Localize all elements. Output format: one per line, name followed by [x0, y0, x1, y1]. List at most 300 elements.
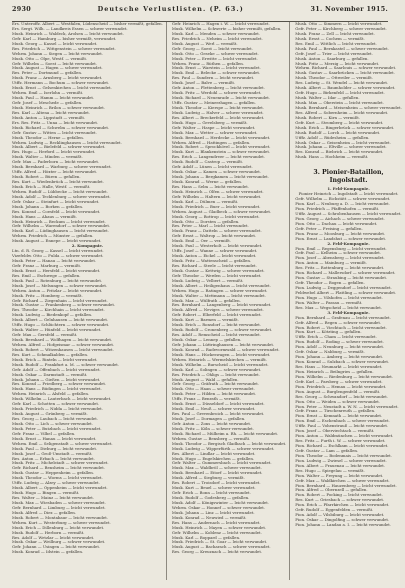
list-item: Musk. Johann — Borken — gefallen.: [12, 203, 84, 209]
list-item: Pion. Robert — Viechtach — leicht verwundet.: [295, 324, 387, 330]
list-item: Musk. Oskar — Darmstadt — vermißt.: [12, 371, 88, 377]
list-item: Gefr. Alfred — Regen — schwer verwundet.: [295, 319, 382, 325]
list-item: Utffz. Ludwig — Alzey — schwer verwundet.: [12, 480, 100, 486]
list-item: Musk. Gustav — Heppenheim — gefallen.: [12, 470, 95, 476]
list-item: Musk. Emil — Belecke — schwer verwundet.: [171, 70, 261, 76]
section-heading: 3. Pionier-Bataillon, Ingolstadt.: [313, 169, 384, 185]
list-item: Res. Hugo — Spiegelau — vermißt.: [295, 467, 365, 473]
list-item: Musk. Otto — Lich — schwer verwundet.: [12, 420, 93, 426]
list-item: Utffz. Hugo — Schlüchtern — schwer verwundet.: [12, 322, 110, 328]
list-item: Musk. Walter — Idar — gefallen.: [295, 95, 360, 101]
list-item: Musk. Walter — Minden — vermißt.: [12, 154, 83, 160]
list-item: Res. Erich — Langendreer — leicht verwundet.: [171, 154, 266, 160]
list-item: Res. Kurt — Griesbach — schwer verwundet.: [295, 497, 385, 503]
list-item: Musk. Wilhelm — Burscheid — leicht verwundet.: [171, 361, 269, 367]
list-item: Gefr. Ernst — Waltrop — leicht verwundet.: [171, 233, 257, 239]
list-item: Pion. Erich — Pfarrkirchen — leicht verwundet.: [295, 502, 390, 508]
list-item: Utffz. Erich — Cham — leicht verwundet.: [295, 334, 377, 340]
list-item: Musk. Johann — Linz — leicht verwundet.: [171, 509, 255, 515]
list-item: Gefr. Franz — Tirschenreuth — gefallen.: [295, 408, 376, 414]
list-item: Gefr. Wilhelm — Soest — leicht verwundet.: [12, 60, 98, 66]
list-item: Musk. Adolf — Tecklenburg — schwer verwundet.: [12, 193, 111, 199]
list-item: Pion. Theodor — Bodenmais — leicht verwundet.: [295, 452, 392, 458]
list-item: Musk. Rudolf — Castrop — vermißt.: [171, 159, 244, 165]
list-item: Musk. Karl — Boppard — gefallen.: [171, 534, 241, 540]
list-item: Res. Konrad — Biebrich — leicht verwundet.: [295, 149, 384, 155]
list-item: Res. Ludwig — St. Wendel — leicht verwundet.: [295, 80, 389, 86]
list-item: Utffz. Alfred — Höxter — leicht verwundet.: [12, 169, 98, 175]
subsection-heading: 2. Feld-Kompagnie.: [327, 240, 370, 246]
list-item: Musk. Peter — Erwitte — leicht verwundet.: [171, 55, 258, 61]
list-item: Feldwebel Albert — Plattling — schwer verwundet.: [295, 289, 397, 295]
list-item: Musk. Ludwig — Wipperfürth — schwer verwundet.: [171, 445, 275, 451]
list-item: Res. Albert — Breckerfeld — leicht verwundet.: [171, 114, 265, 120]
list-item: Musk. Anton — Eickel — leicht verwundet.: [171, 253, 257, 259]
list-item: Musk. Heinrich — Mayen — schwer verwundet.: [171, 524, 267, 530]
list-item: Ers. Res. Fritz — Unna — leicht verwundet.: [12, 119, 99, 125]
list-item: Gefr. Karl — Parsberg — schwer verwundet.: [295, 378, 383, 384]
page-number: 2930: [12, 5, 31, 13]
list-item: Wehrm. Heinrich — Alsfeld — gefallen.: [12, 391, 90, 397]
publication-name: Deutsche Verlustlisten.: [97, 5, 207, 13]
list-item: Musk. Otto — Olpe, Westf. — vermißt.: [12, 55, 88, 61]
list-item: Wehrm. August — Gladbeck — schwer verwundet.: [171, 208, 272, 214]
list-item: Gefr. Paul — Kelheim — schwer verwundet.: [295, 250, 382, 256]
list-item: Utffz. Paul — Vohenstrauß — leicht verwundet.: [295, 423, 389, 429]
list-item: Gefr. Wilhelm — Eichstätt — schwer verwundet.: [295, 196, 391, 202]
list-item: Res. Emil — Eschwege — gefallen.: [12, 272, 81, 278]
list-item: Musk. Theodor — Worms — leicht verwundet.: [12, 475, 103, 481]
list-item: Pion. Bernhard — Hauzenberg — leicht verwundet.: [295, 482, 397, 488]
list-item: Res. Kurt — Wiedenbrück — leicht verwundet.: [12, 179, 104, 184]
list-item: Pion. Anton — Mainburg — vermißt.: [295, 260, 368, 266]
list-item: Pion. Albert — Frauenau — leicht verwundet.: [295, 462, 386, 468]
list-item: Gefr. Walter — Haspe — leicht verwundet.: [171, 124, 256, 130]
list-item: Musk. Richard — Neuenrade — leicht verwundet.: [171, 95, 271, 101]
list-item: Musk. Karl — Lüdinghausen — leicht verwundet.: [12, 228, 109, 234]
list-item: Musk. Kurt — Barmen — vermißt.: [171, 317, 239, 323]
list-item: Wehrm. Alfred — Hattingen — gefallen.: [171, 139, 251, 145]
list-item: Gefr. Karl — Hamburg — bisher vermißt, verwundet.: [12, 35, 117, 41]
list-item: Musk. Rudolf — Lorch — leicht verwundet.: [295, 129, 381, 135]
list-item: Pion. Alfred — Obernzell — gefallen.: [295, 487, 368, 493]
list-item: Pion. Ernst — Kemnath — leicht verwundet.: [295, 413, 383, 419]
list-item: Wehrm. Johann — Siegen — leicht verwundet.: [12, 50, 104, 56]
list-item: Musk. Franz — Arnsberg — leicht verwundet.: [12, 75, 103, 81]
list-item: Wehrm. Hugo — Ratingen — schwer verwundet.: [171, 287, 268, 293]
list-item: Gefr. Max — Paderborn — leicht verwundet.: [12, 159, 100, 165]
list-item: Musk. Paul — Bernkastel — schwer verwundet.: [295, 45, 389, 51]
list-item: Pion. Peter — Neustadt a. W. N. — leicht verwundet.: [295, 403, 399, 409]
list-item: Musk. Paul — Westerholt — leicht verwundet.: [171, 243, 263, 249]
list-item: Musk. Rudolf — Godesberg — gefallen.: [171, 495, 250, 500]
list-item: Res. Georg — Schwandorf — leicht verwundet.: [295, 393, 389, 399]
list-item: Res. Hans — Selm — leicht verwundet.: [171, 183, 250, 189]
list-item: Pion. Konrad — Sulzbach — schwer verwundet.: [295, 359, 390, 365]
list-item: Musk. Robert — Kirn — vermißt.: [295, 114, 361, 120]
list-item: Musk. Kurt — Beuel — schwer verwundet.: [171, 485, 256, 491]
list-item: Musk. Ernst — Warstein — leicht verwundet.: [171, 65, 261, 71]
list-item: Gefr. Peter — Freising — gefallen.: [295, 225, 363, 231]
list-item: Res. Konrad — Coesfeld — leicht verwundet.: [12, 208, 101, 214]
list-item: Musk. Otto — Simmern — leicht verwundet.: [295, 21, 383, 26]
list-item: Musk. Georg — Bottrop — leicht verwundet.: [171, 213, 260, 219]
list-item: Gefr. Josef — Trier — leicht verwundet.: [295, 50, 373, 56]
list-item: Pion. Richard — Eschlkam — leicht verwundet.: [295, 443, 389, 448]
list-item: Res. Anton — Erbach — leicht verwundet.: [12, 455, 95, 461]
list-item: Wehrm. Rudolf — Lübbecke — leicht verwundet.: [12, 188, 108, 194]
list-item: Musk. Konrad — Neuwied — vermißt.: [171, 514, 247, 520]
list-item: Res. Adolf — Wetzlar — leicht verwundet.: [12, 534, 95, 540]
list-item: Pion. Otto — Weiden — schwer verwundet.: [295, 398, 381, 404]
list-item: Pion. Georg — Aichach — schwer verwundet.: [295, 215, 385, 221]
list-item: Musk. Erich — Ronsdorf — leicht verwundet.: [171, 322, 262, 328]
list-item: Musk. Hugo — Bingen — vermißt.: [12, 490, 80, 496]
list-item: Musk. Ludwig — Halver — schwer verwundet.: [171, 109, 264, 115]
list-item: Utffz. Franz — Benrath — vermißt.: [171, 396, 241, 402]
list-item: Utffz. Hermann — Bochum — schwer verwundet.: [12, 80, 110, 86]
list-item: Res. Karl — Altena — leicht verwundet.: [12, 109, 91, 115]
list-item: Pion. Emil — Eschenbach — schwer verwundet.: [295, 418, 390, 424]
list-item: Utffz. Gustav — Meinerzhagen — gefallen.: [171, 100, 256, 105]
list-item: Res. Georg — Kreuznach — leicht verwundet.: [171, 549, 263, 555]
list-item: Gefr. Georg — Gräfrath — leicht verwundet.: [171, 381, 260, 387]
list-item: Musk. Fritz — Köln — schwer verwundet.: [171, 425, 254, 431]
list-item: Musk. Friedrich — Nidda — leicht verwundet.: [12, 406, 103, 412]
list-item: Res. Walter — Mainz — leicht verwundet.: [12, 495, 95, 500]
list-item: Musk. Josef — Balve — vermißt.: [171, 80, 236, 86]
list-item: Res. Albert — Lindlar — leicht verwundet.: [171, 450, 256, 456]
list-item: Ers. Sergt. Wilh. — Landkreis Essen — schwer verwundet.: [12, 25, 128, 31]
list-item: Res. Hans — Andernach — leicht verwundet.: [171, 519, 261, 525]
list-item: Musk. Max — Wiesbaden — schwer verwundet.: [12, 499, 106, 505]
list-item: Res. Max — Wegscheid — leicht verwundet.: [295, 304, 382, 310]
list-item: Musk. Max — Waldbröl — schwer verwundet.: [171, 465, 262, 471]
list-item: Musk. Bernhard — Wolfhagen — leicht verwundet.: [12, 337, 113, 342]
list-item: Pion. Johann — Landau a. I. — leicht verwundet.: [295, 522, 392, 527]
list-item: Pion. Walter — Freyung — leicht verwundet.: [295, 472, 384, 478]
list-item: Res. Bernhard — Langenberg — leicht verwundet.: [171, 302, 272, 308]
list-item: Vizefeldw. Otto — Fulda — schwer verwundet.: [12, 253, 104, 259]
list-item: Musk. Johann — Bergkamen — leicht verwundet.: [171, 174, 269, 180]
list-item: Res. Friedrich — Neheim — leicht verwundet.: [171, 35, 263, 41]
list-item: Gefr. Max — Gersfeld — vermißt.: [12, 332, 78, 338]
list-item: Musk. Heinrich — Beckum — leicht verwundet.: [12, 218, 106, 224]
list-item: Musk. Konrad — Idstein — gefallen.: [12, 549, 84, 555]
list-item: Wehrm. Heinrich — Wermelskirchen — vermißt.: [171, 356, 268, 362]
list-item: Musk. Hugo — Gevelsberg — vermißt.: [171, 119, 248, 125]
list-item: Musk. Karl — Solingen — schwer verwundet.: [171, 366, 262, 372]
list-item: Pion. Adolf — Vilsbiburg — leicht verwundet.: [295, 512, 385, 518]
list-item: Pion. Friedrich — Hemau — leicht verwundet.: [295, 383, 387, 389]
list-item: Gefr. Josef — Meschede — gefallen.: [12, 100, 83, 105]
list-item: Musk. Bernhard — Meisenheim — schwer verwundet.: [295, 104, 402, 110]
list-item: Res. Kurt — Schmalkalden — gefallen.: [12, 351, 89, 357]
list-item: Ers. Unteroffz. Albert — Westfalen, Lüdenscheid — bisher vermißt, gefallen.: [12, 21, 163, 26]
page-header: [12, 5, 388, 22]
list-item: Pion. Robert — Pocking — leicht verwundet.: [295, 492, 383, 498]
list-item: Musk. Ernst — Hersfeld — leicht verwundet.: [12, 267, 101, 273]
list-item: Pion. Hugo — Vilshofen — leicht verwundet.: [295, 294, 383, 300]
list-item: Res. Friedrich — Ohligs — leicht verwundet.: [171, 371, 260, 377]
list-item: Wehrm. Gustav — Bensberg — vermißt.: [171, 435, 251, 441]
list-item: Gefr. Bernhard — Limburg — leicht verwundet.: [12, 504, 106, 510]
list-item: Musk. Otto — Dorsten — gefallen.: [171, 218, 240, 224]
list-item: Gefr. Anton — Plettenberg — leicht verwundet.: [171, 85, 265, 91]
list-item: Res. Richard — Steele — leicht verwundet.: [171, 262, 257, 268]
list-item: Musk. Franz — Zell — leicht verwundet.: [295, 30, 375, 36]
list-item: Musk. Richard — Schwelm — schwer verwundet.: [12, 124, 110, 130]
list-item: Musk. Anton — Saarburg — gefallen.: [295, 55, 369, 61]
list-item: Musk. Peter — Butzbach — leicht verwundet.: [12, 425, 102, 431]
list-item: Utffz. Josef — Wanne — schwer verwundet.: [171, 248, 258, 254]
list-item: Pion. Oskar — Dingolfing — schwer verwundet.: [295, 517, 390, 523]
list-item: Musk. Erich — Dillenburg — leicht verwundet.: [12, 524, 105, 530]
list-item: Gefr. Georg — Soest — leicht verwundet.: [171, 45, 253, 51]
list-item: Gefr. Gustav — Lam — gefallen.: [295, 447, 359, 453]
publication-title: [98, 5, 244, 13]
list-item: Musk. Josef — Groß-Umstadt — vermißt.: [12, 450, 93, 456]
list-item: Gefr. Anton — Zons — leicht verwundet.: [171, 420, 252, 426]
list-item: Gefr. Peter — Kirchberg — schwer verwundet.: [295, 25, 387, 31]
list-item: Musk. Hans — Hochheim — vermißt.: [295, 154, 369, 160]
list-item: Musk. Albert — Heiligenhaus — leicht verwundet.: [171, 282, 271, 288]
list-item: Musk. Heinrich — Waldeck, Arolsen — leicht verwundet.: [12, 30, 124, 36]
list-item: Musk. Oskar — Lennep — gefallen.: [171, 337, 242, 342]
list-item: Gefr. Max — Waldkirchen — schwer verwundet.: [295, 477, 390, 483]
list-item: Musk. Max — Oberstein — leicht verwundet.: [295, 100, 384, 105]
list-item: Gefr. Johann — Usingen — leicht verwundet.: [12, 544, 101, 550]
text-column-3: [295, 22, 405, 580]
list-item: Pion. Karl — Neuburg a. D. — leicht verwundet.: [295, 201, 390, 207]
list-item: Musk. Hans — Büdingen — leicht verwundet.: [12, 386, 102, 392]
list-item: Res. Konrad — Friedberg — schwer verwundet.: [12, 381, 107, 387]
list-item: Gefr. Robert — Elberfeld — leicht verwundet.: [171, 312, 262, 318]
list-item: Musk. Max — Wülfrath — gefallen.: [171, 297, 241, 303]
list-item: Musk. Otto — Haan — schwer verwundet.: [171, 386, 255, 392]
text-column-2: [172, 22, 290, 580]
list-item: Res. Fritz — Furth i. W. — schwer verwundet.: [295, 438, 386, 444]
list-item: Musk. Konrad — Werne — gefallen.: [171, 179, 243, 184]
list-item: Musk. Emil — Neuß — schwer verwundet.: [171, 406, 256, 412]
list-item: Pion. Gustav — Straubing — leicht verwundet.: [295, 275, 388, 281]
list-item: Musk. Rudolf — Cronenberg — schwer verwundet.: [171, 327, 273, 333]
list-item: Musk. Fritz — Merzig — leicht verwundet.: [295, 60, 380, 66]
list-item: Gefr. Johann — Lüttringhausen — leicht verwundet.: [171, 341, 275, 347]
list-item: Musk. Peter — Hilden — leicht verwundet.: [171, 391, 257, 397]
list-item: Pion. Walter — Passau — vermißt.: [295, 299, 363, 305]
list-item: Pion. Heinrich — Beilngries — gefallen.: [295, 368, 374, 374]
list-item: Musk. Paul — Hamm — leicht verwundet.: [12, 95, 95, 101]
list-item: Musk. August — Werl — vermißt.: [171, 40, 238, 46]
list-item: Pion. Adolf — Neunburg — leicht verwundet.: [295, 344, 385, 350]
list-item: Musk. Bernhard — Warburg — schwer verwundet.: [12, 164, 112, 170]
list-item: Res. Paul — Sundern — leicht verwundet.: [171, 75, 255, 81]
list-item: Wehrm. Richard — Saarlouis — schwer verwundet.: [295, 65, 397, 71]
list-item: Musk. Heinrich — Olfen — schwer verwundet.: [171, 188, 264, 194]
list-item: Musk. August — Hagen — schwer verwundet.: [12, 65, 103, 71]
list-item: Res. Fritz — Rottenburg — leicht verwundet.: [295, 265, 385, 271]
list-item: Pion. Anton — Waldmünchen — leicht verwundet.: [295, 433, 394, 439]
list-item: Wehrm. Kurt — Westerburg — schwer verwundet.: [12, 519, 111, 525]
list-item: Gefr. Hugo — Birkenfeld — leicht verwundet.: [295, 90, 385, 96]
list-item: Musk. Josef — Dormagen — gefallen.: [171, 416, 246, 421]
list-item: Gefr. Franz — Marburg — vermißt.: [12, 262, 82, 268]
list-item: Gefr. Heinrich — Hagen i. W. — leicht verwundet.: [171, 21, 270, 26]
list-item: Musk. Josef — Melsungen — schwer verwundet.: [12, 282, 108, 288]
text-column-1: [12, 22, 167, 580]
list-item: Musk. Oskar — Weilburg — schwer verwundet.: [12, 539, 106, 545]
list-item: Ltn. d. R. Georg — Kassel — leicht verwundet.: [12, 248, 104, 254]
list-item: Musk. Alfred — Siegburg — vermißt.: [171, 475, 245, 481]
list-item: Musk. Bernhard — Herdecke — leicht verwundet.: [171, 134, 271, 140]
issue-date: 31. November 1915.: [310, 5, 388, 13]
list-item: Musk. Fritz — Michelstadt — schwer verwundet.: [12, 460, 109, 466]
list-item: Pion. Bernhard — Grafenau — leicht verwundet.: [295, 314, 391, 320]
list-item: Res. Theodor — Kirchhain — leicht verwundet.: [12, 307, 105, 313]
list-item: Musk. Franz — Datteln — schwer verwundet.: [171, 228, 262, 234]
list-item: Pion. August — Burglengenfeld — vermißt.: [295, 388, 381, 394]
list-item: Pion. Rudolf — Roding — schwer verwundet.: [295, 339, 384, 345]
list-item: Musk. Theodor — Bergisch Gladbach — leicht verwundet.: [171, 440, 287, 446]
edition-number: (P. 63.): [209, 5, 244, 13]
list-item: Musk. Albert — Baumholder — schwer verwundet.: [295, 85, 396, 91]
list-item: Gefr. Karl — Schotten — schwer verwundet.: [12, 401, 100, 407]
list-item: Musk. Albert — Gelnhausen — leicht verwundet.: [12, 317, 109, 323]
list-item: Gefr. Rudolf — Eggenfelden — vermißt.: [295, 507, 374, 513]
list-item: Res. Peter — Dortmund — gefallen.: [12, 70, 83, 76]
list-item: Wehrm. Anton — Fritzlar — leicht verwundet.: [12, 287, 103, 293]
list-item: Res. Alfred — Sobernheim — leicht verwundet.: [295, 109, 389, 115]
list-item: Musk. Robert — Montabaur — leicht verwundet.: [12, 514, 108, 520]
list-item: Res. Paul — Grevenbroich — leicht verwundet.: [171, 411, 265, 417]
list-item: Pion. Otto — Dachau — leicht verwundet.: [295, 220, 378, 226]
list-item: Musk. Theodor — Kierspe — leicht verwundet.: [171, 104, 265, 110]
list-item: Musk. Erich — Halle, Westf. — vermißt.: [12, 183, 91, 189]
list-item: Musk. Paul — Rotenburg — leicht verwundet.: [12, 277, 103, 283]
text-columns: [12, 21, 402, 580]
list-item: Res. Hans — Neumarkt — leicht verwundet.: [295, 364, 383, 369]
list-item: Gefr. Richard — Ziegenhain — leicht verwundet.: [12, 297, 108, 303]
list-item: Musk. Ernst — Gelsenkirchen — leicht verwundet.: [12, 85, 112, 91]
list-item: Musk. Adolf — Königswinter — leicht verwundet.: [171, 499, 270, 505]
list-item: Musk. Albert — Oppenheim — leicht verwundet.: [12, 485, 108, 491]
list-item: Musk. Robert — Witzenhausen — leicht verwundet.: [12, 346, 114, 352]
list-item: Musk. Richard — Mülheim a. Rh. — leicht verwundet.: [171, 430, 279, 436]
list-item: Gefr. Theodor — Bogen — gefallen.: [295, 280, 365, 286]
list-item: Musk. August — Ennepe — leicht verwundet.: [12, 238, 102, 244]
list-item: Musk. Gustav — Kettwig — schwer verwundet.: [171, 267, 265, 273]
list-item: Musk. August — Bacharach — schwer verwundet.: [171, 544, 271, 550]
list-item: Musk. Ludwig — Biedenkopf — gefallen.: [12, 312, 93, 318]
list-item: Musk. Theodor — Herne — gefallen.: [12, 134, 84, 140]
list-item: Gefr. Franz — Vilbel — gefallen.: [12, 430, 76, 436]
list-item: Gefr. Wilhelm — Koblenz — leicht verwundet.: [171, 529, 262, 535]
list-item: Musk. Alfred — Neviges — schwer verwundet.: [171, 307, 264, 313]
list-item: Musk. Walter — Mettmann — leicht verwundet.: [171, 292, 266, 298]
list-item: Gefr. Erich — Bonn — leicht verwundet.: [171, 490, 251, 496]
list-item: Musk. Alfred — Diez — gefallen.: [12, 509, 76, 515]
list-item: Pion. Emil — Regensburg — leicht verwundet.: [295, 245, 387, 251]
list-item: Musk. Ernst — Cochem — vermißt.: [295, 35, 365, 41]
list-item: Musk. Albert — Bielefeld — schwer verwundet.: [12, 144, 106, 150]
list-item: Musk. Friedrich — St. Goar — leicht verwundet.: [171, 539, 268, 545]
list-item: Musk. Robert — Büren — gefallen.: [12, 174, 81, 180]
list-item: Pion. Wilhelm — Riedenburg — leicht verwundet.: [295, 373, 394, 379]
list-item: Gefr. Walter — Gummersbach — leicht verwundet.: [171, 460, 272, 466]
spacer: [295, 160, 402, 164]
list-item: Musk. Bernhard — Eitorf — leicht verwundet.: [171, 470, 263, 476]
list-item: Musk. Oskar — Kamen — schwer verwundet.: [171, 169, 262, 175]
list-item: Musk. Emil — Oer — vermißt.: [171, 238, 232, 244]
list-item: Musk. Max — Wetter — schwer verwundet.: [171, 129, 258, 135]
list-item: Wehrm. Alfred — Hofgeismar — schwer verwundet.: [12, 341, 115, 347]
list-item: Res. Emil — Wittlich — leicht verwundet.: [295, 40, 377, 46]
list-item: Musk. Karl — Dülmen — vermißt.: [171, 198, 239, 204]
list-item: Musk. Walter — Hünfeld — leicht verwundet.: [12, 327, 102, 333]
list-item: Gefr. Oskar — Nabburg — vermißt.: [295, 349, 365, 355]
list-item: Pion. Franz — Moosburg — leicht verwundet.: [295, 230, 386, 236]
list-item: Res. Peter — Marl — leicht verwundet.: [171, 223, 249, 229]
list-item: Gefr. Wilhelm — Warendorf — schwer verwundet.: [12, 223, 111, 229]
list-item: Gefr. Richard — Bensheim — leicht verwundet.: [12, 465, 105, 471]
list-item: Pionier Heinrich — Ingolstadt — leicht verwundet.: [298, 191, 399, 197]
list-item: Musk. Heinrich — Brilon — schwer verwundet.: [12, 104, 106, 110]
list-item: Wehrm. Oskar — Honnef — schwer verwundet.: [171, 504, 266, 510]
list-item: Pion. Friedrich — Pfaffenhofen — vermißt.: [295, 206, 380, 211]
list-item: Gefr. Adolf — Offenbach — leicht verwundet.: [12, 366, 101, 372]
list-item: Pion. Richard — Mallersdorf — schwer verwundet.: [295, 270, 396, 276]
list-item: Musk. Johann — Eltville — schwer verwundet.: [295, 144, 387, 150]
list-item: Res. Hugo — Herford — leicht verwundet.: [12, 149, 96, 155]
list-item: Musk. Konrad — Radevormwald — schwer verwundet.: [171, 346, 280, 352]
list-item: Musk. Theodor — Ottweiler — vermißt.: [295, 75, 374, 81]
list-item: Wehrm. Emil — Seligenstadt — schwer verwundet.: [12, 440, 113, 446]
list-item: Gefr. Oskar — Steinfurt — leicht verwundet.: [12, 198, 100, 204]
list-item: Musk. Karl — Menden — schwer verwundet.: [171, 30, 261, 36]
list-item: Musk. Hugo — Engelskirchen — gefallen.: [171, 455, 255, 461]
list-item: Pion. Ludwig — Deggendorf — leicht verwundet.: [295, 285, 392, 290]
subsection-heading: 3. Feld-Kompagnie.: [327, 309, 370, 315]
list-item: Pion. Johann — Amberg — leicht verwundet.: [295, 354, 384, 360]
list-item: Musk. Anton — Lippstadt — vermißt.: [12, 114, 86, 120]
subsection-heading: 1. Feld-Kompagnie.: [327, 186, 370, 192]
list-item: Musk. Fritz — Werdohl — schwer verwundet.: [171, 90, 262, 96]
list-item: Musk. Rudolf — Herborn — vermißt.: [12, 529, 85, 535]
list-item: Pion. Ernst — Landshut — schwer verwundet.: [295, 235, 387, 241]
list-item: Wehrm. Ludwig — Recklinghausen — leicht verwundet.: [12, 139, 122, 145]
list-item: Musk. Ernst — Düsseldorf — leicht verwundet.: [171, 401, 265, 407]
list-item: Musk. Rudolf — Frankfurt a. M. — schwer verwundet.: [12, 361, 120, 367]
list-item: Musk. Ernst — Hanau — leicht verwundet.: [12, 435, 97, 441]
list-item: Musk. Ludwig — Velbert — vermißt.: [171, 277, 244, 283]
list-item: Musk. Friedrich — Buer — leicht verwundet.: [171, 203, 261, 209]
list-item: Musk. Georg — Kassel — leicht verwundet.: [12, 40, 98, 46]
list-item: Musk. Fritz — Homberg — vermißt.: [12, 292, 83, 298]
list-item: Gefr. Wilhelm — Haltern — leicht verwundet.: [171, 193, 262, 199]
list-item: Pion. Josef — Abensberg — leicht verwundet.: [295, 255, 385, 261]
list-item: Musk. Oskar — Geisenheim — leicht verwundet.: [295, 139, 391, 145]
list-item: Musk. Hans — Ahaus — vermißt.: [12, 213, 78, 219]
list-item: Wehrm. Franz — Rüthen — gefallen.: [171, 60, 244, 66]
list-item: Musk. Gustav — Saarbrücken — leicht verwundet.: [295, 70, 395, 76]
list-item: Musk. August — Wald — gefallen.: [171, 376, 239, 382]
list-item: Musk. Wilhelm — Lauterbach — leicht verwundet.: [12, 396, 112, 402]
list-item: Musk. August — Grünberg — vermißt.: [12, 411, 88, 417]
list-item: Musk. Gustav — Frankenberg — schwer verwundet.: [12, 302, 116, 308]
list-item: Wehrm. Friedrich — Münster — gefallen.: [12, 233, 94, 239]
list-item: Musk. Hans — Hückeswagen — leicht verwundet.: [171, 351, 271, 357]
